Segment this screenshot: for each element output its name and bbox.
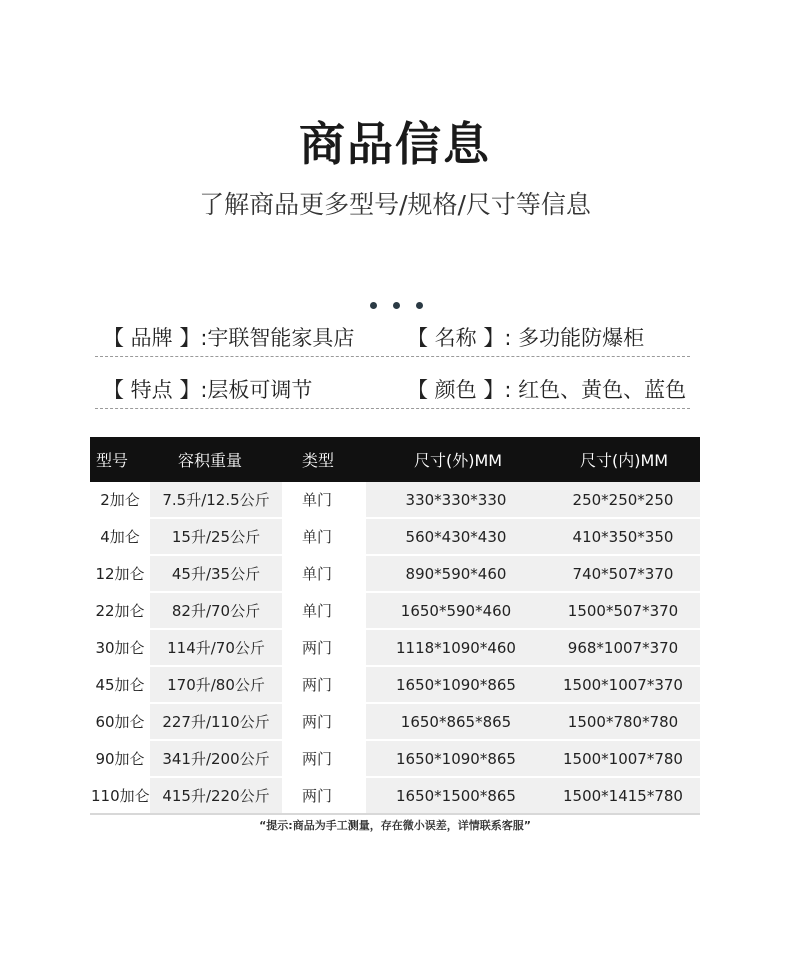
- table-row: [90, 703, 700, 740]
- column-header-inner-size: 尺寸(内)MM: [546, 437, 700, 482]
- table-cell: 15升/25公斤: [150, 518, 282, 555]
- info-row-feature-color: [95, 370, 690, 409]
- brand-info: 【 品牌 】:宇联智能家具店: [103, 326, 355, 350]
- table-cell: 1118*1090*460: [366, 629, 546, 666]
- table-cell: 114升/70公斤: [150, 629, 282, 666]
- table-cell: 1500*780*780: [546, 703, 700, 740]
- table-cell: 1500*1007*780: [546, 740, 700, 777]
- table-cell: 单门: [282, 518, 366, 555]
- table-cell: 两门: [282, 777, 366, 814]
- table-cell: 1650*1090*865: [366, 666, 546, 703]
- table-cell: 560*430*430: [366, 518, 546, 555]
- product-name-info: 【 名称 】: 多功能防爆柜: [407, 326, 645, 350]
- table-cell: 45加仑: [90, 666, 150, 703]
- table-cell: 7.5升/12.5公斤: [150, 482, 282, 518]
- table-row: [90, 777, 700, 814]
- decorative-dots: [370, 302, 423, 309]
- table-cell: 两门: [282, 629, 366, 666]
- table-row: [90, 555, 700, 592]
- table-cell: 740*507*370: [546, 555, 700, 592]
- table-cell: 330*330*330: [366, 482, 546, 518]
- page-subtitle: 了解商品更多型号/规格/尺寸等信息: [199, 190, 591, 219]
- dot-icon: [416, 302, 423, 309]
- table-cell: 两门: [282, 740, 366, 777]
- table-row: [90, 629, 700, 666]
- table-cell: 2加仑: [90, 482, 150, 518]
- dot-icon: [393, 302, 400, 309]
- table-row: [90, 592, 700, 629]
- table-cell: 30加仑: [90, 629, 150, 666]
- table-cell: 60加仑: [90, 703, 150, 740]
- table-cell: 90加仑: [90, 740, 150, 777]
- column-header-type: 类型: [282, 437, 366, 482]
- table-cell: 1650*590*460: [366, 592, 546, 629]
- column-header-outer-size: 尺寸(外)MM: [366, 437, 546, 482]
- table-cell: 968*1007*370: [546, 629, 700, 666]
- table-cell: 415升/220公斤: [150, 777, 282, 814]
- table-cell: 单门: [282, 555, 366, 592]
- table-cell: 4加仑: [90, 518, 150, 555]
- table-cell: 1650*865*865: [366, 703, 546, 740]
- table-cell: 单门: [282, 592, 366, 629]
- table-cell: 1650*1090*865: [366, 740, 546, 777]
- table-cell: 82升/70公斤: [150, 592, 282, 629]
- table-cell: 250*250*250: [546, 482, 700, 518]
- table-cell: 12加仑: [90, 555, 150, 592]
- table-cell: 110加仑: [90, 777, 150, 814]
- table-cell: 22加仑: [90, 592, 150, 629]
- measurement-note: “提示:商品为手工测量，存在微小误差，详情联系客服”: [259, 819, 531, 832]
- table-cell: 227升/110公斤: [150, 703, 282, 740]
- table-cell: 单门: [282, 482, 366, 518]
- table-row: [90, 740, 700, 777]
- table-cell: 890*590*460: [366, 555, 546, 592]
- table-cell: 1500*507*370: [546, 592, 700, 629]
- table-row: [90, 666, 700, 703]
- table-header-row: [90, 437, 700, 482]
- table-cell: 341升/200公斤: [150, 740, 282, 777]
- column-header-capacity: 容积重量: [150, 437, 282, 482]
- dot-icon: [370, 302, 377, 309]
- table-cell: 两门: [282, 666, 366, 703]
- table-cell: 45升/35公斤: [150, 555, 282, 592]
- table-cell: 1650*1500*865: [366, 777, 546, 814]
- info-row-brand-name: [95, 318, 690, 357]
- table-cell: 两门: [282, 703, 366, 740]
- feature-info: 【 特点 】:层板可调节: [103, 378, 313, 402]
- table-row: [90, 482, 700, 518]
- page-title: 商品信息: [299, 117, 491, 171]
- table-cell: 410*350*350: [546, 518, 700, 555]
- spec-table: [90, 437, 700, 815]
- column-header-model: 型号: [90, 437, 150, 482]
- table-row: [90, 518, 700, 555]
- table-cell: 1500*1007*370: [546, 666, 700, 703]
- table-cell: 1500*1415*780: [546, 777, 700, 814]
- color-info: 【 颜色 】: 红色、黄色、蓝色: [407, 378, 687, 402]
- table-cell: 170升/80公斤: [150, 666, 282, 703]
